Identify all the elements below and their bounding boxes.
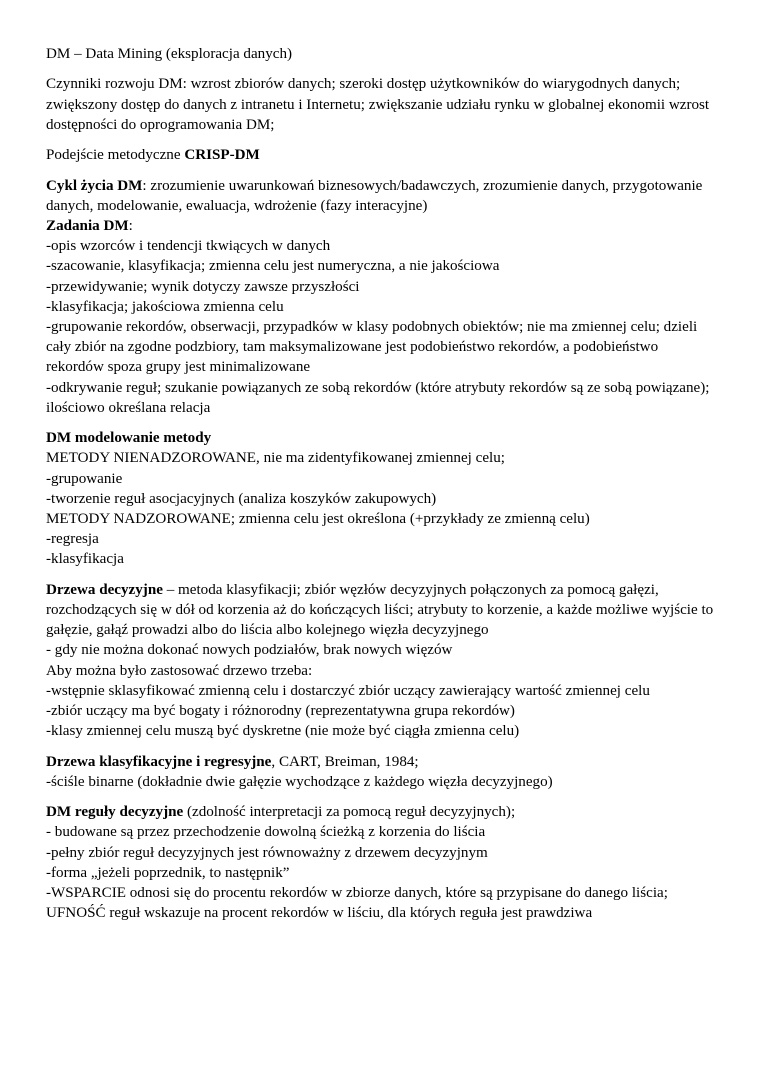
tasks-label: Zadania DM [46, 217, 129, 234]
cart-text: , CART, Breiman, 1984; [271, 753, 419, 770]
decision-trees-paragraph [46, 580, 716, 641]
decision-rules-paragraph [46, 802, 716, 822]
decision-rules-line: -forma „jeżeli poprzednik, to następnik” [46, 864, 290, 881]
task-item: -przewidywanie; wynik dotyczy zawsze przyszłości [46, 278, 360, 295]
cart-label: Drzewa klasyfikacyjne i regresyjne [46, 753, 272, 770]
task-item: -klasyfikacja; jakościowa zmienna celu [46, 298, 284, 315]
cart-line: -ściśle binarne (dokładnie dwie gałęzie wychodzące z każdego więzła decyzyjnego) [46, 773, 553, 790]
tasks-heading [46, 216, 716, 236]
document-title: DM – Data Mining (eksploracja danych) [46, 46, 293, 62]
crisp-dm-paragraph [46, 145, 716, 165]
crisp-dm-label: CRISP-DM [184, 147, 260, 164]
task-item: -grupowanie rekordów, obserwacji, przypadków w klasy podobnych obiektów; nie ma zmiennej celu; dzieli cały zbiór na zgodne podzbiory, tam maksymalizowane jest podobieństwo rekordów, a podobieństwo rekordów spoza grupy jest minimalizowane [46, 319, 698, 376]
lifecycle-label: Cykl życia DM [46, 177, 143, 194]
decision-trees-line: -zbiór uczący ma być bogaty i różnorodny (reprezentatywna grupa rekordów) [46, 703, 515, 720]
methods-line: -klasyfikacja [46, 551, 124, 568]
document-content [46, 44, 716, 923]
decision-trees-text: – metoda klasyfikacji; zbiór węzłów decyzyjnych połączonych za pomocą gałęzi, rozchodzących się w dół od korzenia aż do kończących liści; atrybuty to korzenie, a każde możliwe wyjście to gałęzie, gałąź prowadzi albo do liścia albo kolejnego więzła decyzyjnego [46, 581, 714, 639]
task-item: -odkrywanie reguł; szukanie powiązanych ze sobą rekordów (które atrybuty rekordów są ze sobą powiązane); ilościowo określana relacja [46, 379, 710, 416]
decision-trees-line: -wstępnie sklasyfikować zmienną celu i dostarczyć zbiór uczący zawierający wartość zmiennej celu [46, 682, 650, 699]
decision-rules-label: DM reguły decyzyjne [46, 804, 184, 821]
decision-rules-line: - budowane są przez przechodzenie dowolną ścieżką z korzenia do liścia [46, 824, 486, 841]
decision-trees-line: - gdy nie można dokonać nowych podziałów, brak nowych więzów [46, 642, 453, 659]
decision-rules-line: -WSPARCIE odnosi się do procentu rekordów w zbiorze danych, które są przypisane do danego liścia; UFNOŚĆ reguł wskazuje na procent rekordów w liściu, dla których reguła jest prawdziwa [46, 885, 668, 922]
lifecycle-paragraph [46, 176, 716, 216]
crisp-dm-prefix: Podejście metodyczne [46, 147, 185, 164]
task-item: -szacowanie, klasyfikacja; zmienna celu jest numeryczna, a nie jakościowa [46, 258, 500, 275]
tasks-label-suffix: : [128, 217, 133, 234]
decision-trees-line: Aby można było zastosować drzewo trzeba: [46, 662, 313, 679]
methods-line: METODY NIENADZOROWANE, nie ma zidentyfikowanej zmiennej celu; [46, 450, 505, 467]
decision-rules-line: -pełny zbiór reguł decyzyjnych jest równoważny z drzewem decyzyjnym [46, 844, 488, 861]
methods-line: -grupowanie [46, 470, 123, 487]
decision-trees-line: -klasy zmiennej celu muszą być dyskretne (nie może być ciągła zmienna celu) [46, 723, 520, 740]
methods-line: METODY NADZOROWANE; zmienna celu jest określona (+przykłady ze zmienną celu) [46, 511, 590, 528]
task-item: -opis wzorców i tendencji tkwiących w danych [46, 238, 331, 255]
lifecycle-text: : zrozumienie uwarunkowań biznesowych/badawczych, zrozumienie danych, przygotowanie danych, modelowanie, ewaluacja, wdrożenie (fazy interacyjne) [46, 177, 703, 214]
methods-heading [46, 428, 716, 448]
decision-rules-text: (zdolność interpretacji za pomocą reguł decyzyjnych); [183, 804, 516, 821]
methods-heading-label: DM modelowanie metody [46, 430, 212, 447]
dm-factors-paragraph: Czynniki rozwoju DM: wzrost zbiorów danych; szeroki dostęp użytkowników do wiarygodnych danych; zwiększony dostęp do danych z intranetu i Internetu; zwiększanie udziału rynku w globalnej ekonomii wzrost dostępności do oprogramowania DM; [46, 76, 710, 133]
methods-line: -regresja [46, 531, 99, 548]
cart-paragraph [46, 752, 716, 772]
methods-line: -tworzenie reguł asocjacyjnych (analiza koszyków zakupowych) [46, 490, 437, 507]
decision-trees-label: Drzewa decyzyjne [46, 581, 163, 598]
